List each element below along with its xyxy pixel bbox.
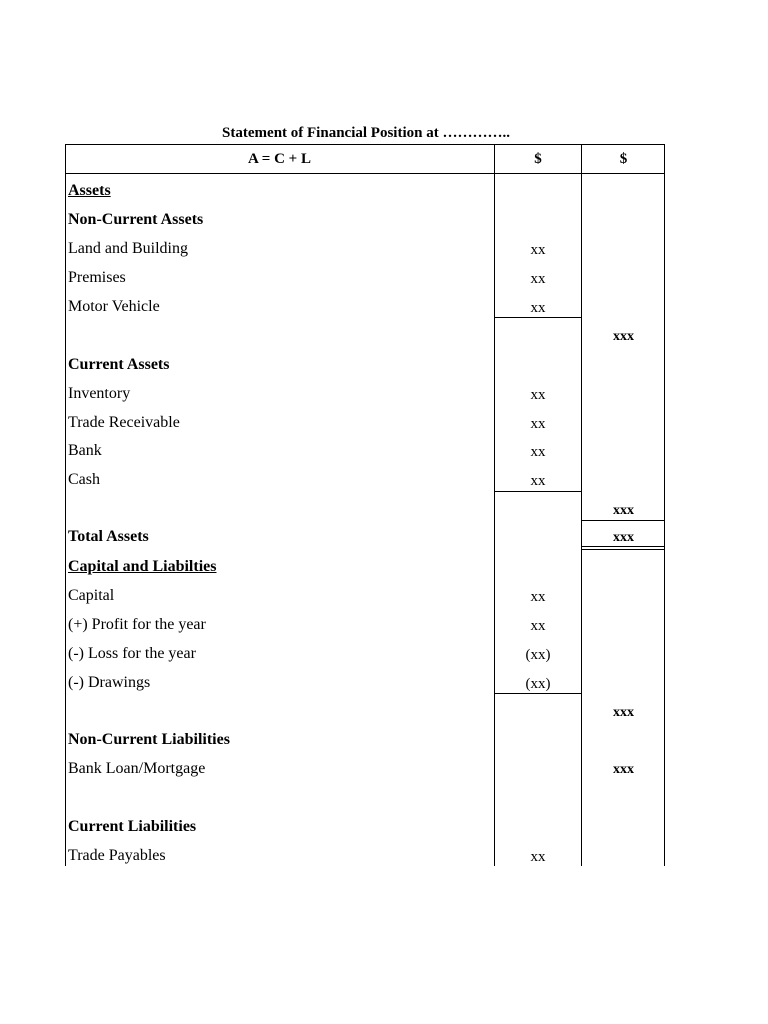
- row-label-loss: (-) Loss for the year: [68, 645, 196, 662]
- capital-liabilities-heading: Capital and Liabilties: [68, 558, 217, 575]
- nca-subtotal-rule: [494, 317, 581, 318]
- header-currency-1: $: [534, 151, 542, 167]
- row-value-profit: xx: [530, 618, 546, 634]
- total-assets-rule: [581, 520, 665, 521]
- row-value-premises: xx: [530, 271, 546, 287]
- row-value-inventory: xx: [530, 387, 546, 403]
- row-label-profit: (+) Profit for the year: [68, 616, 206, 633]
- row-label-drawings: (-) Drawings: [68, 674, 151, 691]
- current-assets-heading: Current Assets: [68, 356, 170, 373]
- row-value-land-building: xx: [530, 242, 546, 258]
- total-assets-value: xxx: [613, 530, 634, 545]
- header-equation: A = C + L: [248, 151, 311, 167]
- row-value-capital: xx: [530, 589, 546, 605]
- row-value-cash: xx: [530, 473, 546, 489]
- statement-title: Statement of Financial Position at …………..: [222, 125, 510, 141]
- row-label-motor-vehicle: Motor Vehicle: [68, 298, 160, 315]
- non-current-assets-total: xxx: [613, 329, 634, 344]
- row-label-premises: Premises: [68, 269, 126, 286]
- row-value-bank: xx: [530, 444, 546, 460]
- row-value-drawings: (xx): [525, 676, 551, 692]
- row-value-bank-loan: xxx: [613, 762, 634, 777]
- current-assets-total: xxx: [613, 503, 634, 518]
- row-value-loss: (xx): [525, 647, 551, 663]
- row-label-land-building: Land and Building: [68, 240, 188, 257]
- row-label-bank-loan: Bank Loan/Mortgage: [68, 760, 206, 777]
- row-label-inventory: Inventory: [68, 385, 131, 402]
- financial-position-table: [65, 144, 665, 866]
- header-rule: [65, 173, 665, 174]
- row-value-trade-receivable: xx: [530, 416, 546, 432]
- row-label-bank: Bank: [68, 442, 102, 459]
- row-label-cash: Cash: [68, 471, 100, 488]
- row-value-trade-payables: xx: [530, 849, 546, 865]
- non-current-liabilities-heading: Non-Current Liabilities: [68, 731, 230, 748]
- row-label-trade-receivable: Trade Receivable: [68, 414, 180, 431]
- capital-subtotal-rule: [494, 693, 581, 694]
- table-border-top: [65, 144, 665, 145]
- header-currency-2: $: [619, 151, 628, 167]
- assets-heading: Assets: [68, 182, 111, 199]
- ca-subtotal-rule: [494, 491, 581, 492]
- total-assets-label: Total Assets: [68, 528, 149, 545]
- row-label-trade-payables: Trade Payables: [68, 847, 166, 864]
- row-value-motor-vehicle: xx: [530, 300, 546, 316]
- table-border-left: [65, 144, 66, 866]
- row-label-capital: Capital: [68, 587, 115, 604]
- current-liabilities-heading: Current Liabilities: [68, 818, 197, 835]
- capital-total: xxx: [613, 705, 634, 720]
- non-current-assets-heading: Non-Current Assets: [68, 211, 204, 228]
